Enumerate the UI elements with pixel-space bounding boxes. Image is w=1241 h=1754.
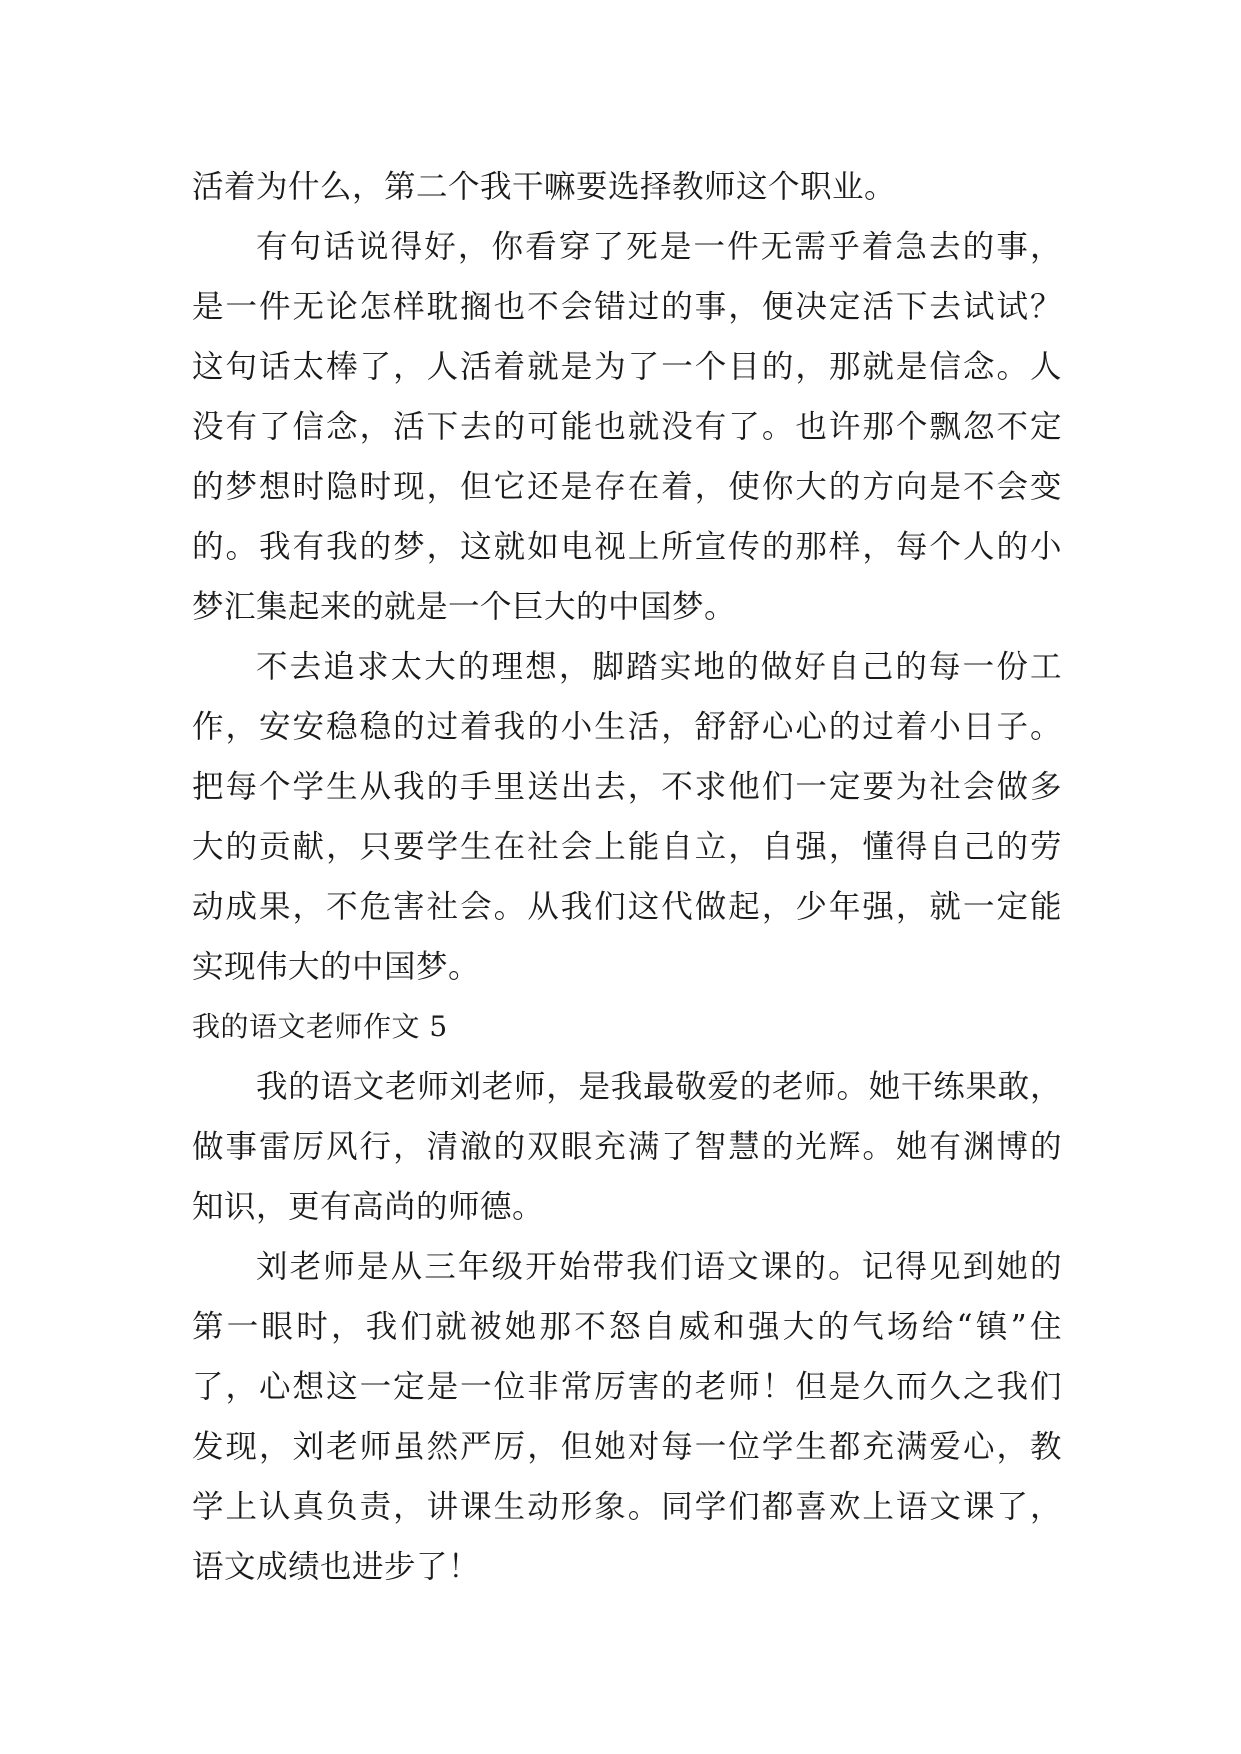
text-line: 学上认真负责，讲课生动形象。同学们都喜欢上语文课了， (192, 1489, 1062, 1525)
section-heading: 我的语文老师作文 5 (192, 1010, 448, 1043)
text-line: 做事雷厉风行，清澈的双眼充满了智慧的光辉。她有渊博的 (192, 1129, 1062, 1165)
document-body (192, 157, 1062, 1597)
text-line: 是一件无论怎样耽搁也不会错过的事，便决定活下去试试？ (192, 289, 1062, 325)
text-line: 第一眼时，我们就被她那不怒自威和强大的气场给“镇”住 (192, 1309, 1062, 1345)
text-line: 作，安安稳稳的过着我的小生活，舒舒心心的过着小日子。 (192, 709, 1062, 745)
text-line: 动成果，不危害社会。从我们这代做起，少年强，就一定能 (192, 889, 1062, 925)
text-line: 了，心想这一定是一位非常厉害的老师！但是久而久之我们 (192, 1369, 1062, 1405)
text-line: 知识，更有高尚的师德。 (192, 1189, 545, 1225)
text-line: 梦汇集起来的就是一个巨大的中国梦。 (192, 589, 737, 625)
paragraph-first-line: 不去追求太大的理想，脚踏实地的做好自己的每一份工 (256, 649, 1062, 685)
paragraph-first-line: 刘老师是从三年级开始带我们语文课的。记得见到她的 (256, 1249, 1062, 1285)
text-line: 的。我有我的梦，这就如电视上所宣传的那样，每个人的小 (192, 529, 1062, 565)
text-line: 这句话太棒了，人活着就是为了一个目的，那就是信念。人 (192, 349, 1062, 385)
text-line: 把每个学生从我的手里送出去，不求他们一定要为社会做多 (192, 769, 1062, 805)
text-line: 大的贡献，只要学生在社会上能自立，自强，懂得自己的劳 (192, 829, 1062, 865)
text-line: 语文成绩也进步了！ (192, 1549, 481, 1585)
paragraph-first-line: 我的语文老师刘老师，是我最敬爱的老师。她干练果敢， (256, 1069, 1062, 1105)
text-line: 发现，刘老师虽然严厉，但她对每一位学生都充满爱心，教 (192, 1429, 1062, 1465)
text-line: 实现伟大的中国梦。 (192, 949, 481, 985)
text-line: 没有了信念，活下去的可能也就没有了。也许那个飘忽不定 (192, 409, 1062, 445)
paragraph-first-line: 有句话说得好，你看穿了死是一件无需乎着急去的事， (256, 229, 1062, 265)
text-line: 活着为什么，第二个我干嘛要选择教师这个职业。 (192, 169, 897, 205)
text-line: 的梦想时隐时现，但它还是存在着，使你大的方向是不会变 (192, 469, 1062, 505)
